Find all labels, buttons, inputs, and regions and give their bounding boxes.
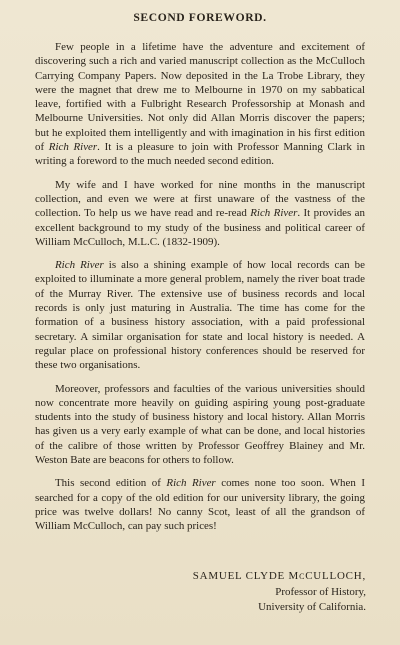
signature-position: Professor of History, (275, 585, 366, 598)
paragraph-text: . It is a pleasure to join with Professor Manning Clark in writing a foreword to the much needed second edition. (35, 141, 365, 168)
italic-title-text: Rich River (166, 477, 216, 490)
paragraph-text: Moreover, professors and faculties of the various universities should now concentrate more heavily on guiding aspiring young post-graduate students into the study of business history and local history. Allan Morris has given us a very early example of what can be done, and local histories of the calibre of those written by Professor Geoffrey Blainey and Mr. Weston Bate are beacons for others to follow. (35, 382, 365, 467)
italic-title-text: Rich River (55, 259, 104, 272)
paragraph-text: This second edition of (55, 477, 167, 490)
signature-block (0, 569, 366, 616)
italic-title-text: Rich River (250, 207, 298, 220)
paragraph-text: . It provides an excellent background to my study of the business and political career of William McCulloch, M.L.C. (1832-1909). (35, 207, 365, 248)
italic-title-text: Rich River (48, 141, 98, 154)
paragraph (35, 382, 365, 468)
paragraph-text: My wife and I have worked for nine months in the manuscript collection, and even we were at first unaware of the vastness of the collection. To help us we have read and re-read (35, 178, 365, 220)
paragraph (35, 258, 365, 372)
signature-name: SAMUEL CLYDE McCULLOCH, (192, 570, 366, 582)
page-title: SECOND FOREWORD. (133, 11, 267, 24)
paragraph (35, 40, 365, 169)
paragraph-text: Few people in a lifetime have the adventure and excitement of discovering such a rich and varied manuscript collection as the McCulloch Carrying Company Papers. Now deposited in the La Trobe Library, they were the magnet that drew me to Melbourne in 1970 on my sabbatical leave, fortified with a Fulbright Research Professorship at Monash and Melbourne Universities. Not only did Allan Morris discover the papers; but he exploited them intelligently and with imagination in his first edition of (35, 41, 365, 154)
paragraph-text: is also a shining example of how local records can be exploited to illuminate a more general problem, namely the river boat trade of the Murray River. The extensive use of business records and local records is only just maturing in Australia. The time has come for the formation of a business history association, with a paid professional secretary. A similar organisation for state and local history is needed. A regular place on professional history conferences should be reserved for these two organisations. (35, 259, 365, 372)
signature-institution: University of California. (258, 601, 366, 614)
paragraph (35, 178, 365, 249)
foreword-body (35, 40, 365, 543)
paragraph (35, 476, 365, 533)
paragraph-text: comes none too soon. When I searched for a copy of the old edition for our university library, the going price was twelve dollars! No canny Scot, least of all the grandson of William McCulloch, can pay such prices! (35, 477, 365, 533)
